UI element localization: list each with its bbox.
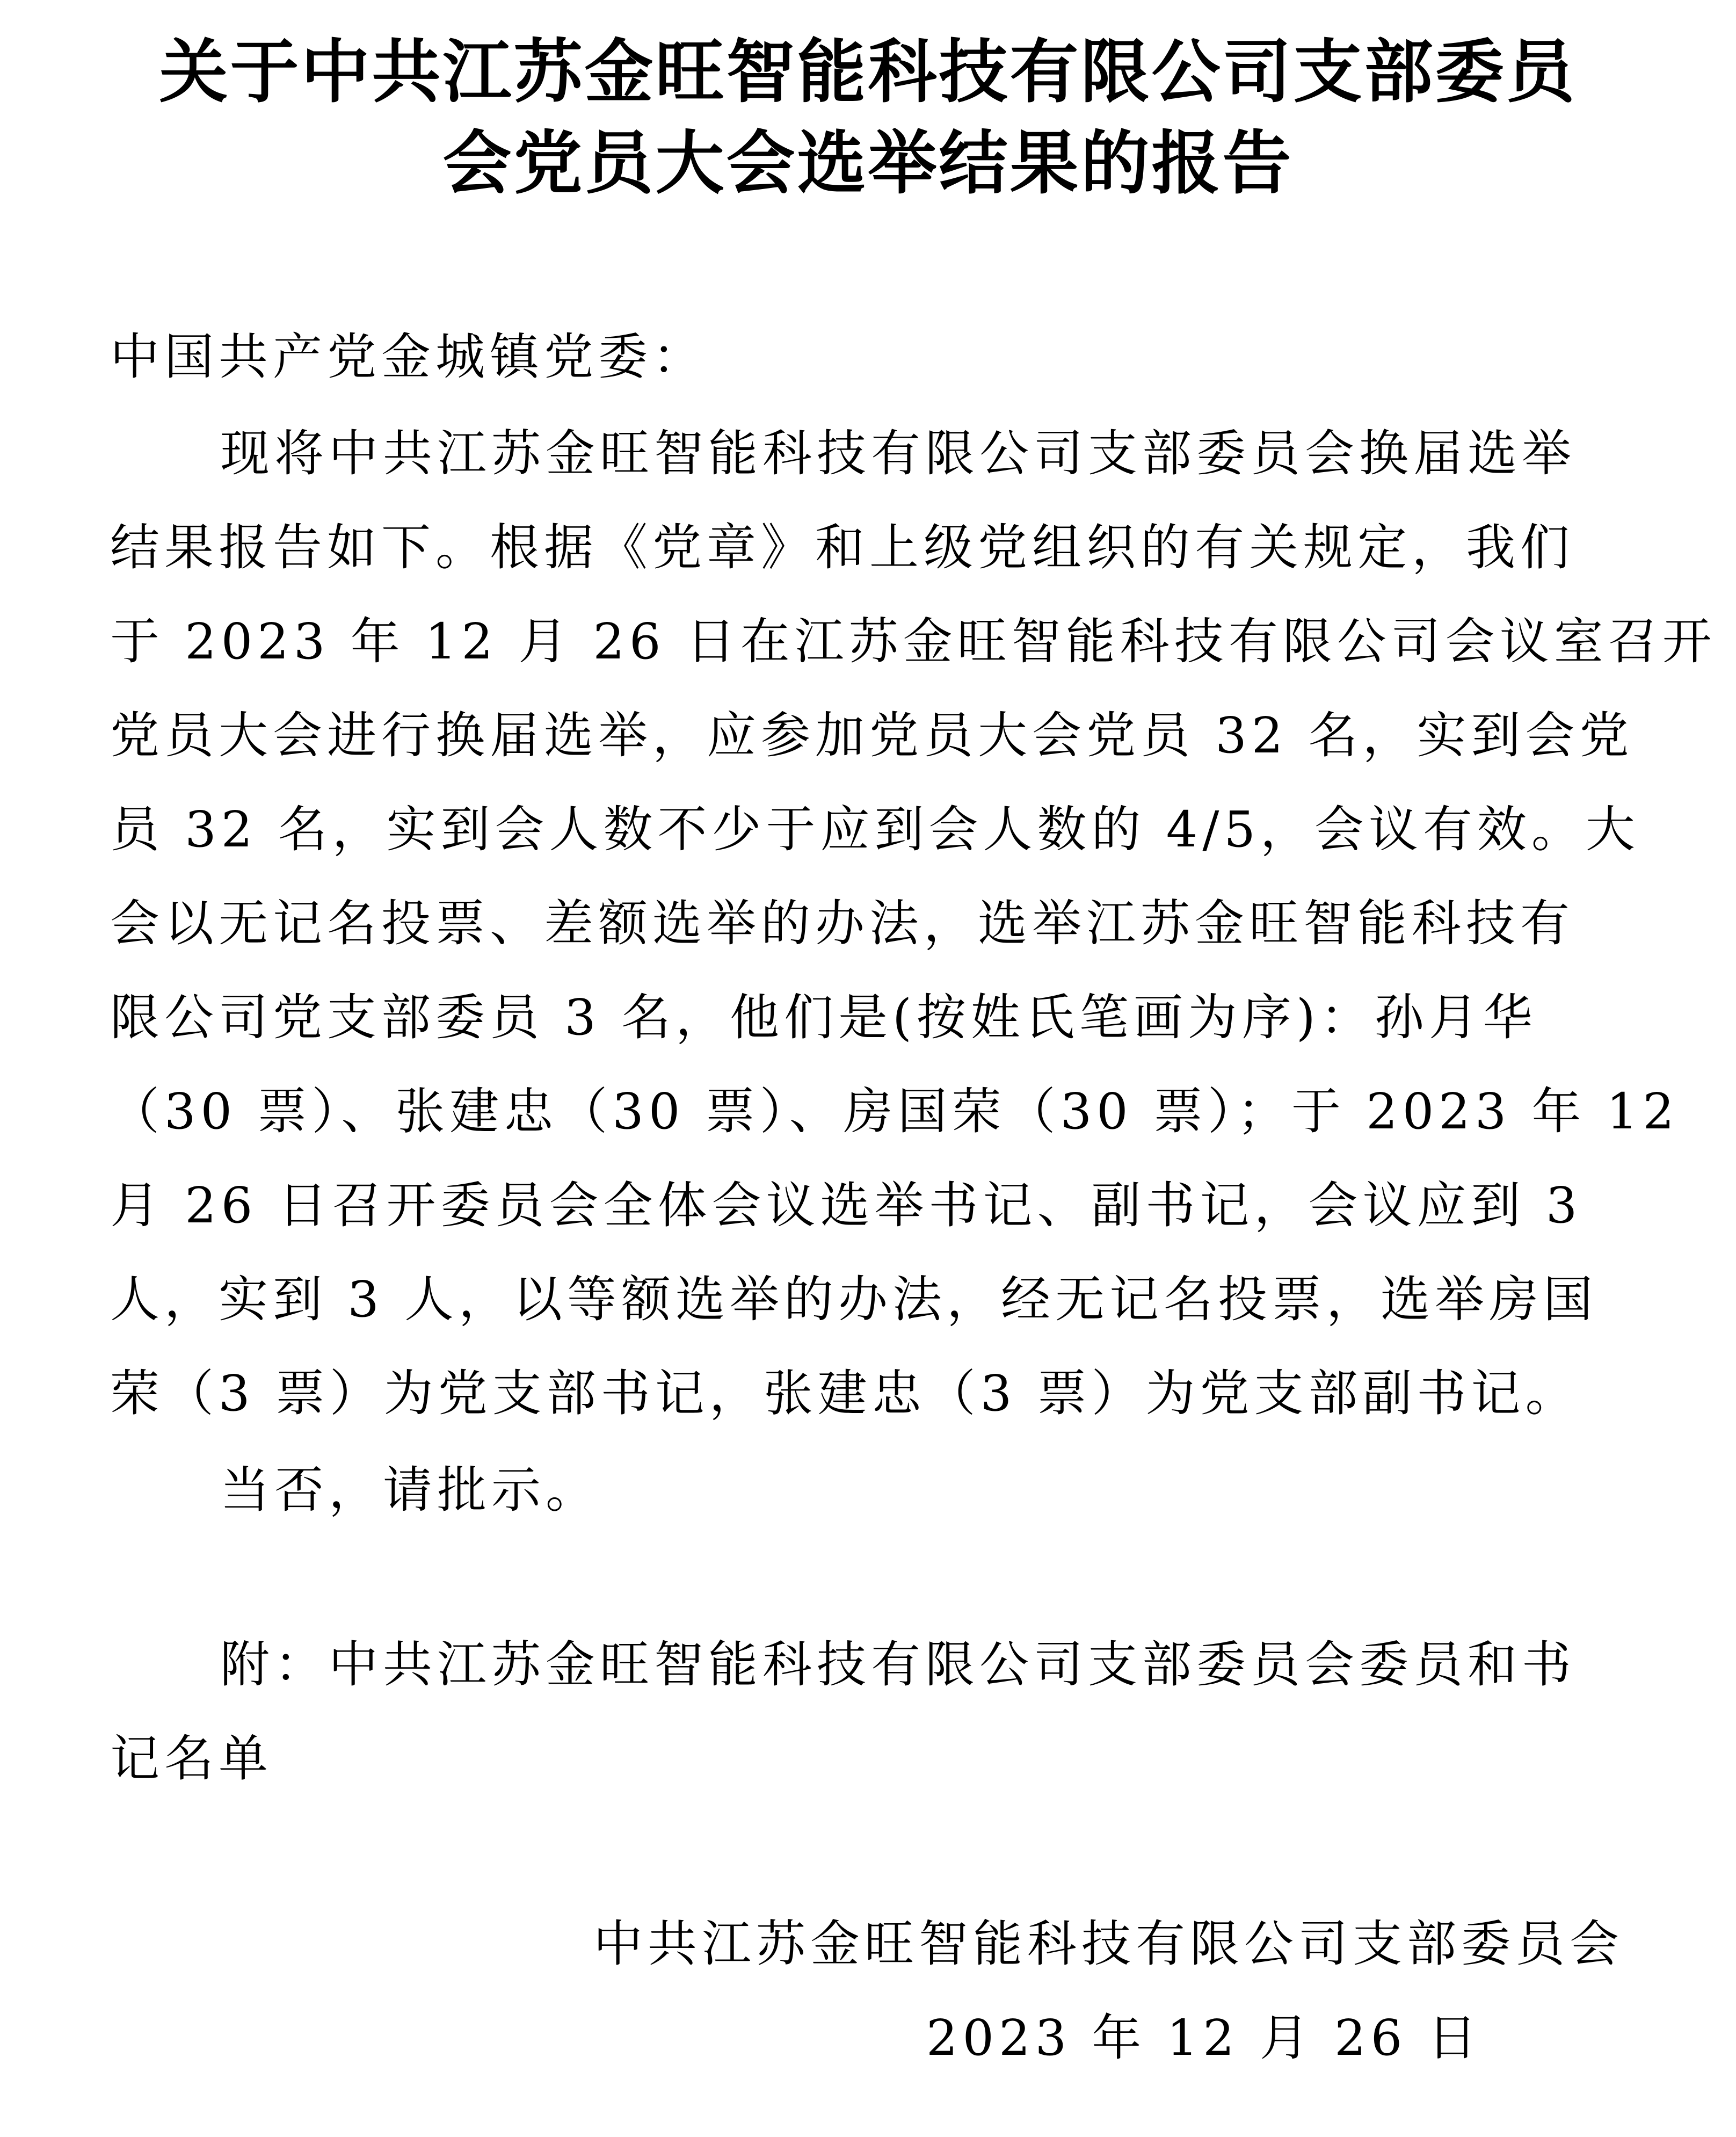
body-line: 会以无记名投票、差额选举的办法，选举江苏金旺智能科技有 xyxy=(110,895,1575,952)
title-line-1: 关于中共江苏金旺智能科技有限公司支部委员 xyxy=(159,32,1577,112)
body-line: 荣（3 票）为党支部书记，张建忠（3 票）为党支部副书记。 xyxy=(110,1365,1580,1422)
closing-request: 当否，请批示。 xyxy=(220,1461,600,1519)
signature-date: 2023 年 12 月 26 日 xyxy=(926,2009,1482,2067)
body-line: 结果报告如下。根据《党章》和上级党组织的有关规定，我们 xyxy=(110,519,1575,576)
salutation: 中国共产党金城镇党委： xyxy=(110,328,707,386)
body-line: 党员大会进行换届选举，应参加党员大会党员 32 名，实到会党 xyxy=(110,707,1634,764)
body-line: 月 26 日召开委员会全体会议选举书记、副书记，会议应到 3 xyxy=(110,1177,1582,1234)
body-line: 现将中共江苏金旺智能科技有限公司支部委员会换届选举 xyxy=(220,425,1577,482)
body-line: 人，实到 3 人，以等额选举的办法，经无记名投票，选举房国 xyxy=(110,1271,1598,1328)
attachment-line-2: 记名单 xyxy=(110,1730,273,1787)
signature-organization: 中共江苏金旺智能科技有限公司支部委员会 xyxy=(593,1915,1624,1973)
body-line: 员 32 名，实到会人数不少于应到会人数的 4/5，会议有效。大 xyxy=(110,801,1640,858)
attachment-line-1: 附：中共江苏金旺智能科技有限公司支部委员会委员和书 xyxy=(220,1636,1577,1693)
body-line: 于 2023 年 12 月 26 日在江苏金旺智能科技有限公司会议室召开 xyxy=(110,613,1717,670)
body-line: （30 票）、张建忠（30 票）、房国荣（30 票）；于 2023 年 12 xyxy=(110,1083,1679,1140)
body-line: 限公司党支部委员 3 名，他们是(按姓氏笔画为序)：孙月华 xyxy=(110,989,1537,1046)
title-line-2: 会党员大会选举结果的报告 xyxy=(442,124,1294,204)
